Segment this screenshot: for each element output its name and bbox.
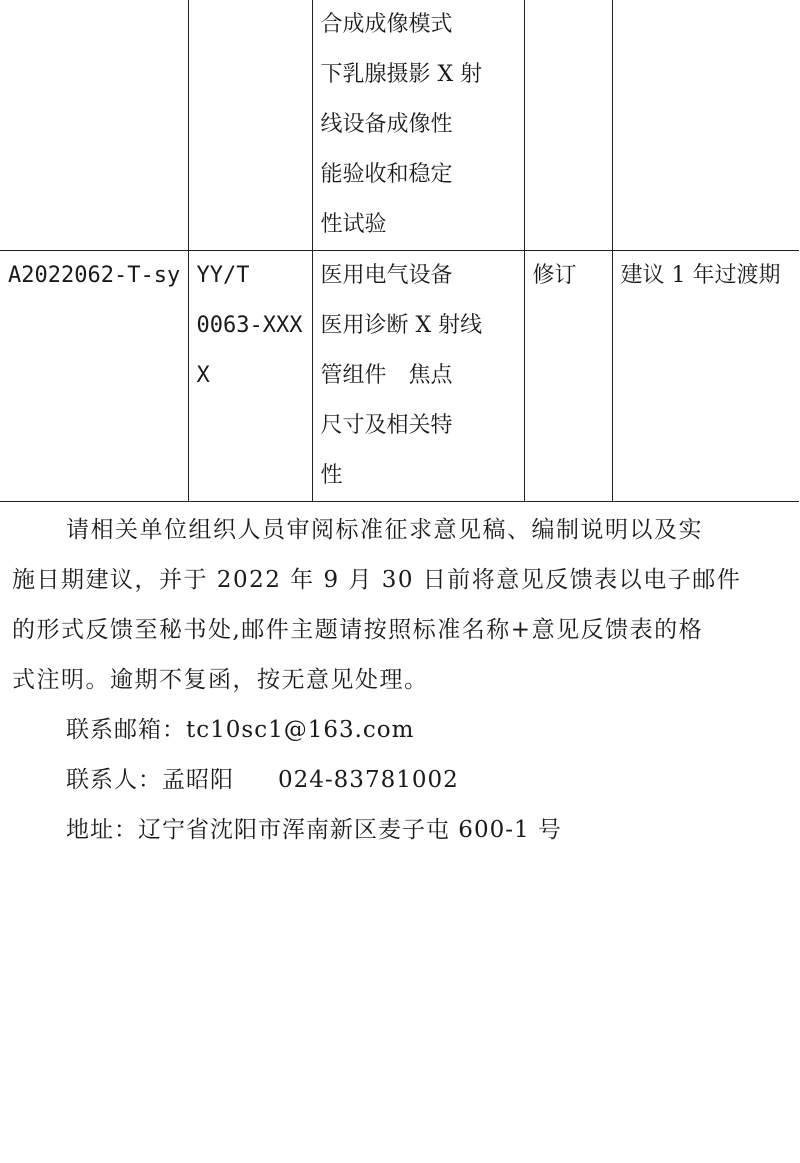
- standard-number-cell: [188, 0, 312, 251]
- notice-line: 的形式反馈至秘书处,邮件主题请按照标准名称+意见反馈表的格: [12, 617, 704, 643]
- standard-number-line: YY/T: [196, 263, 250, 288]
- contact-person-name: 孟昭阳: [162, 767, 234, 793]
- notice-paragraph: [12, 505, 792, 705]
- contact-email-link[interactable]: tc10sc1@163.com: [186, 717, 415, 743]
- transition-note-cell: [612, 251, 799, 502]
- project-id-cell: [0, 0, 188, 251]
- standard-name-line: 线设备成像性: [320, 112, 453, 137]
- contact-address: 辽宁省沈阳市浑南新区麦子屯 600-1 号: [138, 817, 562, 843]
- contact-email-row: [66, 705, 414, 755]
- revision-type-cell: [524, 0, 612, 251]
- standard-name-line: 医用电气设备: [320, 263, 453, 288]
- standard-number-line: 0063-XXX: [196, 313, 303, 338]
- contact-person-row: [66, 755, 459, 805]
- standard-name-line: 性试验: [320, 212, 387, 237]
- standards-table: [0, 0, 799, 502]
- standard-name-line: 合成成像模式: [320, 12, 453, 37]
- standard-name-line: 管组件 焦点: [320, 363, 453, 388]
- transition-note: 建议 1 年过渡期: [620, 263, 781, 288]
- notice-line: 式注明。逾期不复函，按无意见处理。: [12, 667, 429, 693]
- contact-phone: 024-83781002: [278, 767, 459, 793]
- revision-type: 修订: [532, 263, 577, 288]
- transition-note-cell: [612, 0, 799, 251]
- contact-address-row: [66, 805, 562, 855]
- project-id-cell: [0, 251, 188, 502]
- contact-person-label: 联系人：: [66, 767, 162, 793]
- table-row: [0, 251, 799, 502]
- table-row: [0, 0, 799, 251]
- standard-name-line: 下乳腺摄影 X 射: [320, 62, 483, 87]
- standard-name-cell: [312, 0, 524, 251]
- standard-number-cell: [188, 251, 312, 502]
- notice-line: 施日期建议，并于 2022 年 9 月 30 日前将意见反馈表以电子邮件: [12, 567, 742, 593]
- revision-type-cell: [524, 251, 612, 502]
- standard-name-line: 能验收和稳定: [320, 162, 453, 187]
- standard-name-line: 医用诊断 X 射线: [320, 313, 483, 338]
- standard-number-line: X: [196, 363, 210, 388]
- standard-name-line: 尺寸及相关特: [320, 413, 453, 438]
- contact-address-label: 地址：: [66, 817, 138, 843]
- notice-line: 请相关单位组织人员审阅标准征求意见稿、编制说明以及实: [66, 517, 703, 543]
- project-id: A2022062-T-sy: [8, 263, 181, 288]
- standard-name-line: 性: [320, 463, 343, 488]
- contact-email-label: 联系邮箱：: [66, 717, 186, 743]
- standard-name-cell: [312, 251, 524, 502]
